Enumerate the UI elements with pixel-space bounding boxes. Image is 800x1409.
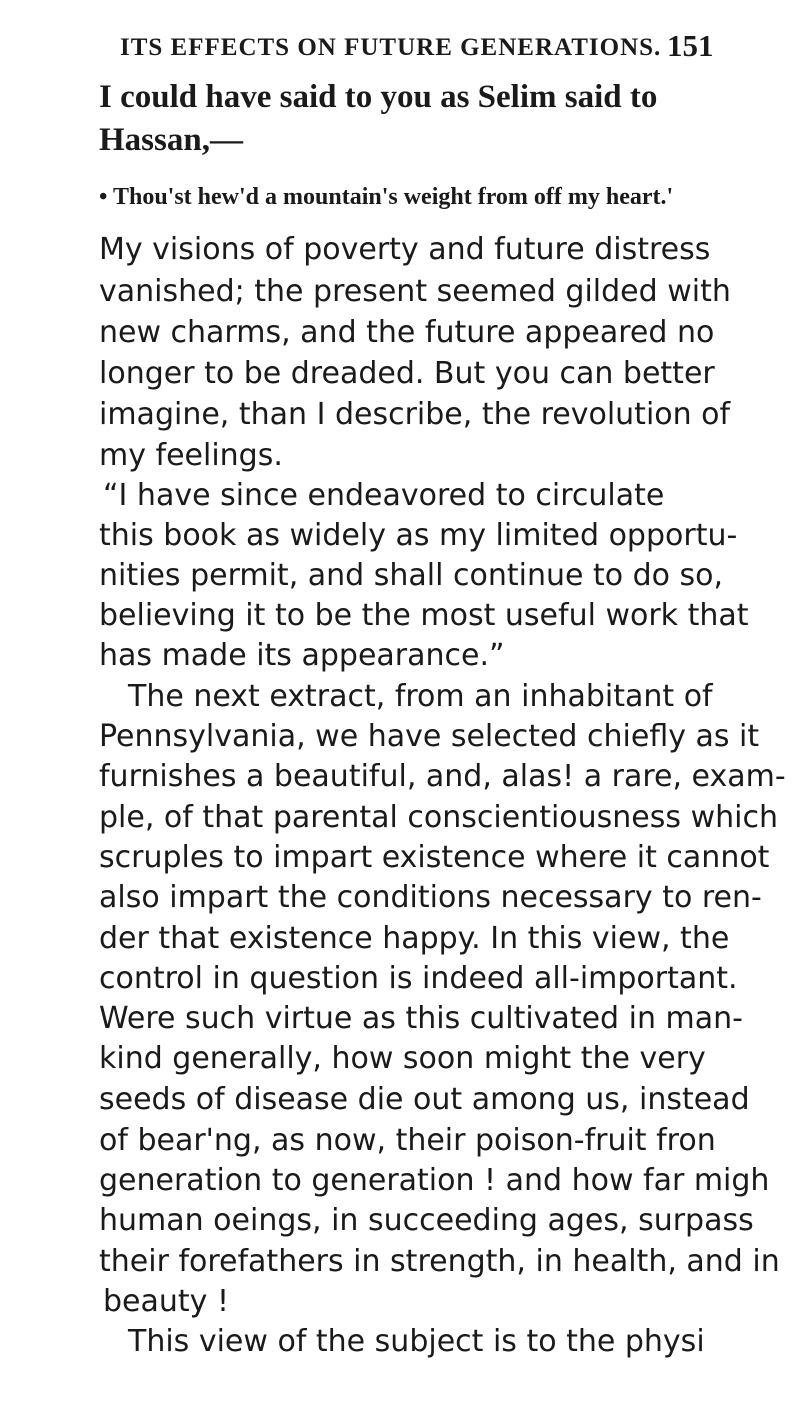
page-number: 151 [667, 28, 714, 63]
text-line: this book as widely as my limited opportu- [99, 518, 738, 553]
text-line: their forefathers in strength, in health, and in [99, 1244, 780, 1279]
text-line: also impart the conditions necessary to ren- [99, 880, 762, 915]
text-line: “I have since endeavored to circulate [103, 478, 665, 513]
text-line: furnishes a beautiful, and, alas! a rare, exam- [99, 759, 786, 794]
text-line: Were such virtue as this cultivated in man- [99, 1001, 743, 1036]
text-line: vanished; the present seemed gilded with [99, 274, 731, 309]
running-head: ITS EFFECTS ON FUTURE GENERATIONS. [120, 34, 662, 61]
verse-quote: • Thou'st hew'd a mountain's weight from off my heart.' [99, 184, 674, 210]
text-line: beauty ! [103, 1284, 229, 1319]
text-line: human oeings, in succeeding ages, surpass [99, 1203, 754, 1238]
text-line: seeds of disease die out among us, instead [99, 1082, 750, 1117]
text-line: My visions of poverty and future distress [99, 232, 711, 267]
text-line: kind generally, how soon might the very [99, 1041, 706, 1076]
text-line: nities permit, and shall continue to do so, [99, 558, 724, 593]
text-line: believing it to be the most useful work that [99, 598, 749, 633]
text-line: scruples to impart existence where it cannot [99, 840, 770, 875]
text-line: longer to be dreaded. But you can better [99, 356, 715, 391]
text-line: der that existence happy. In this view, the [99, 921, 730, 956]
text-line: of bear'ng, as now, their poison-fruit fron [99, 1123, 716, 1158]
text-line: new charms, and the future appeared no [99, 315, 715, 350]
intro-line-1: I could have said to you as Selim said to [99, 79, 658, 115]
text-line: my feelings. [99, 438, 283, 473]
text-line: Pennsylvania, we have selected chiefly as it [99, 719, 760, 754]
text-line: generation to generation ! and how far migh [99, 1163, 770, 1198]
text-line: This view of the subject is to the physi [128, 1324, 705, 1359]
text-line: ple, of that parental conscientiousness which [99, 800, 778, 835]
text-line: imagine, than I describe, the revolution of [99, 397, 731, 432]
text-line: control in question is indeed all-important. [99, 961, 738, 996]
text-line: has made its appearance.” [99, 638, 505, 673]
text-line: The next extract, from an inhabitant of [128, 679, 713, 714]
intro-line-2: Hassan,— [99, 122, 243, 158]
